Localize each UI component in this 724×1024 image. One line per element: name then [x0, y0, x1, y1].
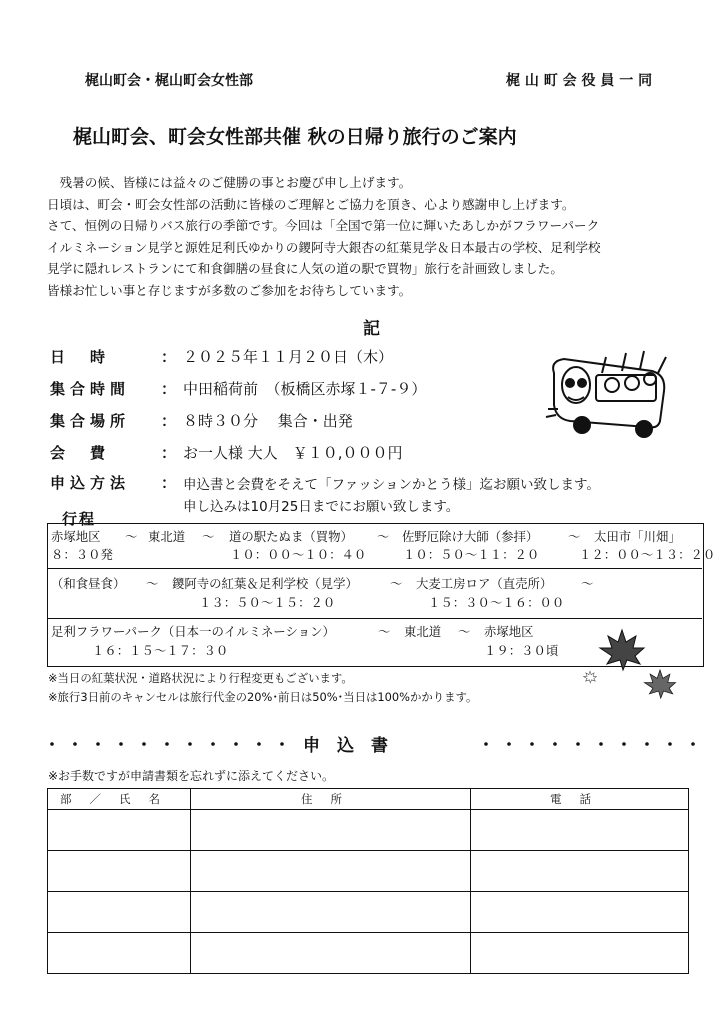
table-row: [48, 810, 689, 851]
note-line: ※旅行3日前のキャンセルは旅行代金の20%･前日は50%･当日は100%かかります。: [48, 690, 478, 704]
maple-leaf-icon: [598, 628, 646, 672]
address-cell[interactable]: [191, 933, 471, 974]
time: １３：５０～１５：２０: [199, 595, 336, 610]
stop: 太田市「川畑」: [594, 529, 681, 544]
col-address: 住所: [191, 789, 471, 810]
page-title: 梶山町会、町会女性部共催 秋の日帰り旅行のご案内: [73, 126, 517, 148]
time: １９：３０頃: [484, 643, 559, 658]
address-cell[interactable]: [191, 892, 471, 933]
table-header-row: [48, 789, 689, 810]
value-meet-place: 中田稲荷前 （板橋区赤塚１-７-９）: [183, 380, 427, 398]
time: １０：００～１０：４０: [230, 547, 367, 562]
arrow: ～: [378, 624, 391, 639]
dots-right: ・・・・・・・・・・: [478, 735, 709, 754]
col-phone: 電話: [471, 789, 689, 810]
stop: 大麦工房ロア（直売所）: [416, 576, 553, 591]
colon: ：: [161, 474, 177, 492]
intro-line: 見学に隠れレストランにて和食御膳の昼食に人気の道の駅で買物」旅行を計画致しました。: [47, 261, 563, 276]
stop: 鑁阿寺の紅葉＆足利学校（見学）: [172, 576, 358, 591]
value-fee: お一人様 大人 ￥１０,０００円: [183, 444, 403, 462]
table-row: [48, 851, 689, 892]
intro-paragraph: [47, 172, 601, 301]
phone-cell[interactable]: [471, 892, 689, 933]
stop: （和食昼食）: [51, 576, 126, 591]
phone-cell[interactable]: [471, 933, 689, 974]
maple-leaf-icon: [643, 668, 677, 700]
note-line: ※当日の紅葉状況・道路状況により行程変更もございます。: [48, 671, 353, 685]
label-meet-place: 集合時間: [50, 380, 131, 398]
col-name: 部／氏名: [48, 789, 191, 810]
phone-cell[interactable]: [471, 810, 689, 851]
ki-heading: 記: [363, 319, 380, 339]
table-row: [48, 892, 689, 933]
name-cell[interactable]: [48, 892, 191, 933]
name-cell[interactable]: [48, 810, 191, 851]
value-date: ２０２５年１１月２０日（木）: [183, 348, 394, 366]
stop: 佐野厄除け大師（参拝）: [402, 529, 539, 544]
address-cell[interactable]: [191, 851, 471, 892]
deadline: 申し込みは10月25日までにお願い致します。: [183, 499, 460, 515]
label-meet-time: 集合場所: [50, 412, 131, 430]
time: １６：１５～１７：３０: [92, 643, 229, 658]
name-cell[interactable]: [48, 933, 191, 974]
arrow: ～: [568, 529, 581, 544]
label-date: 日 時: [50, 348, 111, 366]
intro-line: 日頃は、町会・町会女性部の活動に皆様のご理解とご協力を頂き、心より感謝申し上げます。: [47, 196, 575, 212]
stop: 東北道: [148, 529, 186, 544]
arrow: ～: [125, 529, 138, 544]
intro-line: イルミネーション見学と源姓足利氏ゆかりの鑁阿寺大銀杏の紅葉見学＆日本最古の学校、足利学校: [47, 239, 601, 255]
phone-cell[interactable]: [471, 851, 689, 892]
colon: ：: [161, 412, 177, 430]
organizer-left: 梶山町会・梶山町会女性部: [85, 73, 253, 89]
intro-line: さて、恒例の日帰りバス旅行の季節です。今回は「全国で第一位に輝いたあしかがフラワーパーク: [47, 218, 600, 233]
time: １５：３０～１６：００: [428, 595, 565, 610]
arrow: ～: [377, 529, 390, 544]
time: １２：００～１３：２０: [579, 547, 716, 562]
arrow: ～: [390, 576, 403, 591]
arrow: ～: [202, 529, 215, 544]
stop: 道の駅たぬま（買物）: [229, 529, 353, 544]
stop: 東北道: [404, 624, 442, 639]
organizer-right: 梶 山 町 会 役 員 一 同: [506, 73, 653, 89]
form-heading: 申 込 書: [303, 736, 388, 756]
divider: [47, 618, 702, 619]
label-apply: 申込方法: [50, 474, 131, 492]
value-meet-time: ８時３０分 集合・出発: [183, 412, 353, 430]
value-apply: 申込書と会費をそえて「ファッションかとう様」迄お願い致します。: [183, 477, 600, 493]
dots-left: ・・・・・・・・・・・: [44, 735, 298, 754]
form-note: ※お手数ですが申請書類を忘れずに添えてください。: [48, 769, 335, 783]
arrow: ～: [581, 576, 594, 591]
intro-line: 皆様お忙しい事と存じますが多数のご参加をお待ちしています。: [47, 282, 412, 298]
intro-line: 残暑の候、皆様には益々のご健勝の事とお慶び申し上げます。: [47, 175, 412, 190]
colon: ：: [161, 444, 177, 462]
maple-leaf-icon: [583, 670, 597, 684]
address-cell[interactable]: [191, 810, 471, 851]
bus-illustration: [540, 343, 678, 439]
time: １０：５０～１１：２０: [403, 547, 540, 562]
itinerary-title: 行程: [62, 510, 97, 528]
colon: ：: [161, 348, 177, 366]
application-table: [47, 788, 689, 974]
label-fee: 会 費: [50, 444, 111, 462]
stop: 赤塚地区: [51, 529, 101, 544]
arrow: ～: [146, 576, 159, 591]
table-row: [48, 933, 689, 974]
stop: 足利フラワーパーク（日本一のイルミネーション）: [51, 624, 335, 639]
time: ８：３０発: [51, 547, 113, 562]
colon: ：: [161, 380, 177, 398]
divider: [47, 568, 702, 569]
arrow: ～: [458, 624, 471, 639]
stop: 赤塚地区: [484, 624, 534, 639]
name-cell[interactable]: [48, 851, 191, 892]
